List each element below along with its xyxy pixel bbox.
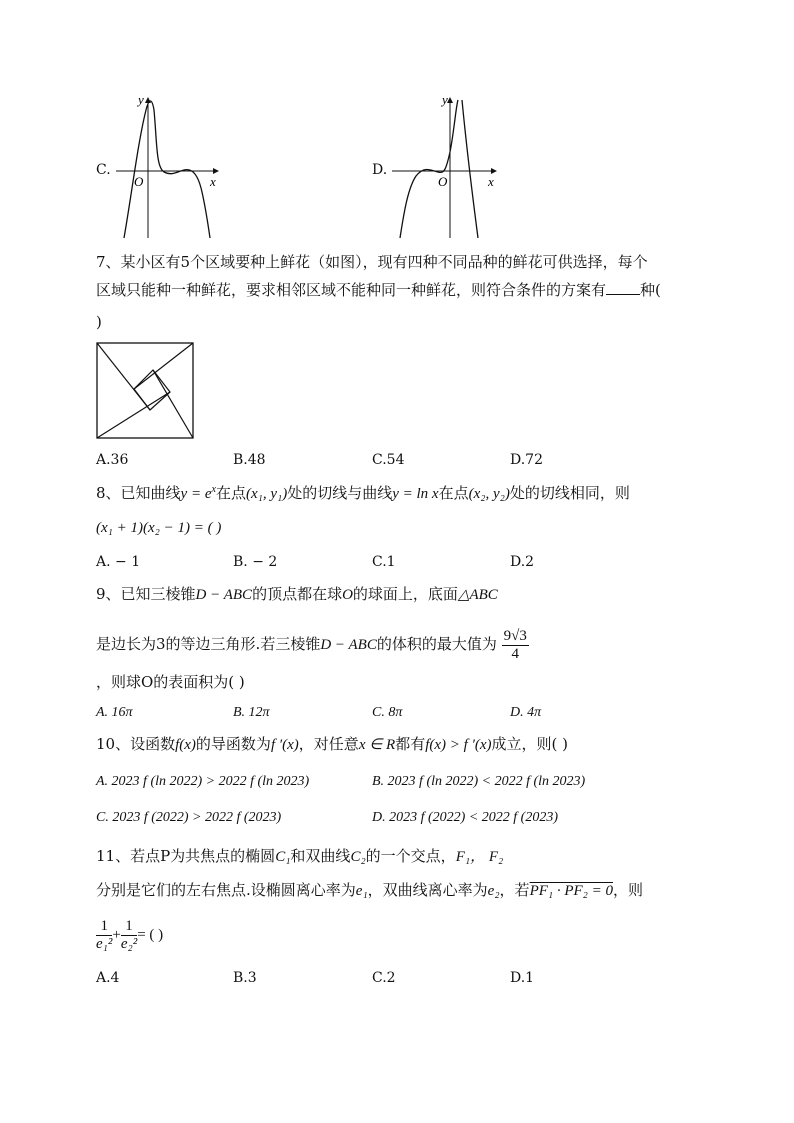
q10-option-c: C. 2023 f (2022) > 2022 f (2023) <box>96 810 282 825</box>
q9-option-c: C. 8π <box>372 705 403 720</box>
curve-ln: y = ln x <box>392 486 439 502</box>
fraction-e1 <box>96 918 112 953</box>
func-fprime: f ′(x) <box>270 737 299 753</box>
q7-line3: ) <box>96 313 102 331</box>
q10-line1 <box>96 734 568 755</box>
answer-blank <box>606 280 640 295</box>
graph-d-svg <box>372 92 502 242</box>
q7-option-b: B.48 <box>233 452 266 468</box>
q7-line1: 7、某小区有5个区域要种上鲜花（如图），现有四种不同品种的鲜花可供选择，每个 <box>96 253 648 271</box>
point-2: (x₂, y₂) <box>468 486 510 502</box>
q11-text: 和双曲线 <box>290 847 351 865</box>
q10-option-d: D. 2023 f (2022) < 2022 f (2023) <box>372 810 558 825</box>
curve-d <box>400 100 458 238</box>
q7-option-a: A.36 <box>96 452 129 468</box>
ellipse: C₁ <box>275 849 291 865</box>
q7-text: 区域只能种一种鲜花，要求相邻区域不能种同一种鲜花，则符合条件的方案有 <box>96 281 607 299</box>
q9-text: 的顶点都在球 <box>252 585 343 603</box>
e1: e₁ <box>355 883 368 899</box>
q10-text: 成立，则( ) <box>491 735 568 753</box>
q10-text: 10、设函数 <box>96 735 176 753</box>
hyperbola: C₂ <box>350 849 366 865</box>
frac-num: 1 <box>96 918 112 936</box>
q9-line2 <box>96 624 529 665</box>
q8-option-a: A. − 1 <box>96 554 141 570</box>
q11-option-c: C.2 <box>372 970 396 986</box>
graph-option-c <box>94 92 224 242</box>
q9-line3: ，则球O的表面积为( ) <box>96 673 245 691</box>
q9-text: 的球面上，底面 <box>352 585 458 603</box>
q10-text: 都有 <box>395 735 426 753</box>
q8-expression: (x₁ + 1)(x₂ − 1) = ( ) <box>96 520 222 536</box>
q11-text: ，双曲线离心率为 <box>367 881 488 899</box>
inequality: f(x) > f ′(x) <box>425 737 492 753</box>
point-1: (x₁, y₁) <box>245 486 288 502</box>
q8-option-b: B. − 2 <box>233 554 278 570</box>
frac-den: e₂² <box>120 935 138 952</box>
e2: e₂ <box>487 883 500 899</box>
volume-fraction <box>502 628 529 663</box>
q11-option-a: A.4 <box>96 970 120 986</box>
frac-den: 4 <box>511 645 519 662</box>
fraction-e2 <box>121 918 137 953</box>
pyramid: D − ABC <box>195 587 253 603</box>
frac-num: 1 <box>121 918 137 936</box>
q8-text: 8、已知曲线 <box>96 484 181 502</box>
axis-y-label: y <box>138 92 144 107</box>
axis-x-label: x <box>488 174 494 189</box>
q9-option-a: A. 16π <box>96 705 133 720</box>
axis-y-label: y <box>442 92 448 107</box>
frac-num: 9√3 <box>503 627 527 644</box>
base-triangle: △ABC <box>457 587 498 603</box>
frac-den: e₁² <box>96 935 113 952</box>
q9-text: 9、已知三棱锥 <box>96 585 196 603</box>
pyramid: D − ABC <box>320 637 377 653</box>
axis-x-label: x <box>210 174 216 189</box>
q11-option-d: D.1 <box>510 970 535 986</box>
q9-option-d: D. 4π <box>510 705 542 720</box>
q9-option-b: B. 12π <box>233 705 270 720</box>
q8-text: 在点 <box>438 484 469 502</box>
q7-text-tail: 种( <box>640 281 661 299</box>
q11-option-b: B.3 <box>233 970 257 986</box>
graph-option-d <box>372 92 502 242</box>
option-d-label: D. <box>372 162 388 178</box>
q8-option-d: D.2 <box>510 554 535 570</box>
q7-option-d: D.72 <box>510 452 543 468</box>
q11-text: ，若 <box>499 881 530 899</box>
q8-text: 在点 <box>215 484 246 502</box>
q9-text: 的体积的最大值为 <box>376 635 497 653</box>
curve-exp-sup: x <box>211 484 216 495</box>
q11-text: 分别是它们的左右焦点.设椭圆离心率为 <box>96 881 356 899</box>
domain: x ∈ R <box>358 737 396 753</box>
graph-c-svg <box>94 92 224 242</box>
q11-line2 <box>96 880 643 901</box>
curve-d-right <box>462 100 478 238</box>
q10-text: 的导函数为 <box>195 735 271 753</box>
sphere: O <box>342 587 353 603</box>
foci: F₁， F₂ <box>455 849 504 865</box>
q7-line2 <box>96 280 661 300</box>
q7-option-c: C.54 <box>372 452 405 468</box>
q11-line3 <box>96 914 163 955</box>
q11-text: 11、若点P为共焦点的椭圆 <box>96 847 276 865</box>
q11-text: ，则 <box>613 881 644 899</box>
q11-text: 的一个交点， <box>365 847 456 865</box>
curve-c <box>124 101 210 238</box>
q8-line1 <box>96 480 630 504</box>
q8-option-c: C.1 <box>372 554 396 570</box>
origin-label: O <box>134 174 144 189</box>
option-c-label: C. <box>96 162 111 178</box>
dot-product: PF₁ · PF₂ = 0 <box>529 883 614 899</box>
q8-text: 处的切线相同，则 <box>509 484 630 502</box>
q11-line1 <box>96 846 503 867</box>
q10-option-b: B. 2023 f (ln 2022) < 2022 f (ln 2023) <box>372 774 586 789</box>
origin-label: O <box>438 174 448 189</box>
func-f: f(x) <box>175 737 196 753</box>
curve-exp: y = e <box>180 486 212 502</box>
flower-regions-figure <box>96 342 196 440</box>
q8-text: 处的切线与曲线 <box>287 484 393 502</box>
q11-tail: = ( ) <box>137 927 164 943</box>
q10-option-a: A. 2023 f (ln 2022) > 2022 f (ln 2023) <box>96 774 310 789</box>
q10-text: ，对任意 <box>298 735 359 753</box>
plus: + <box>112 927 121 943</box>
q9-text: 是边长为3的等边三角形.若三棱锥 <box>96 635 321 653</box>
q9-line1 <box>96 584 498 605</box>
